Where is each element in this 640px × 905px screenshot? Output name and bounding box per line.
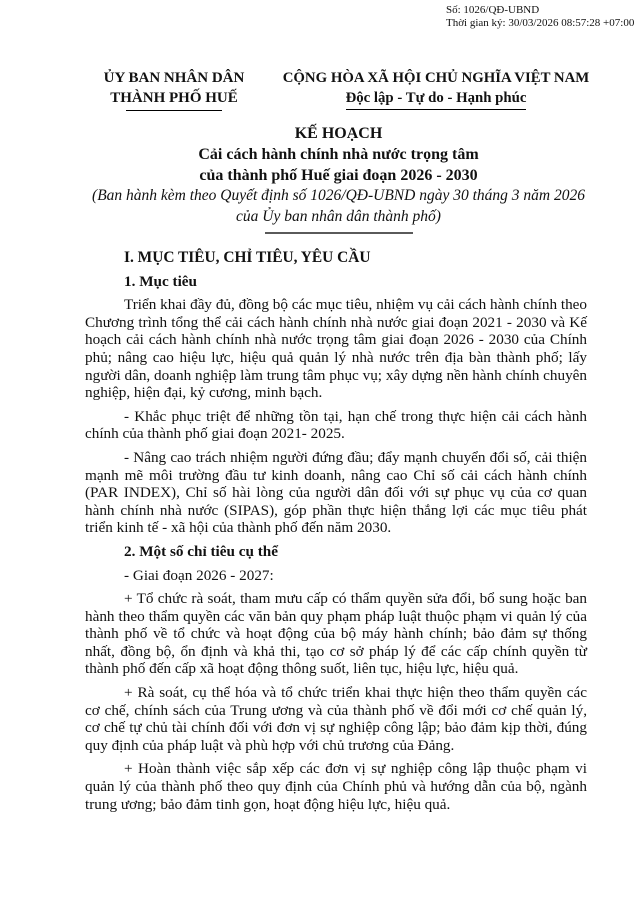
national-header-block <box>280 68 592 110</box>
subsection-1-heading: 1. Mục tiêu <box>124 272 197 290</box>
national-title: CỘNG HÒA XÃ HỘI CHỦ NGHĨA VIỆT NAM <box>282 70 590 86</box>
national-motto: Độc lập - Tự do - Hạnh phúc <box>346 88 527 110</box>
paragraph: + Rà soát, cụ thể hóa và tổ chức triển khai thực hiện theo thẩm quyền các cơ chế, chính sách của Trung ương và của thành phố về đổi mới cơ chế quản lý, cơ chế tự chủ tài chính đối với đơn vị sự nghiệp công lập; bảo đảm kịp thời, đúng quy định của pháp luật và phù hợp với chủ trương của Đảng. <box>85 684 587 754</box>
signed-time: Thời gian ký: 30/03/2026 08:57:28 +07:00 <box>446 17 635 29</box>
paragraph: Triển khai đầy đủ, đồng bộ các mục tiêu, nhiệm vụ cải cách hành chính theo Chương trình tổng thể cải cách hành chính nhà nước giai đoạn 2021 - 2030 và Kế hoạch cải cách hành chính nhà nước trọng tâm giai đoạn 2026 - 2030 của Chính phủ; nâng cao hiệu lực, hiệu quả quản lý nhà nước trên địa bàn thành phố; lấy người dân, doanh nghiệp làm trung tâm phục vụ; xây dựng nền hành chính chuyên nghiệp, hiện đại, kỷ cương, minh bạch. <box>85 296 587 402</box>
org-underline-rule <box>126 110 222 111</box>
paragraph: - Nâng cao trách nhiệm người đứng đầu; đẩy mạnh chuyển đổi số, cải thiện mạnh mẽ môi trường đầu tư kinh doanh, nâng cao Chỉ số cải cách hành chính (PAR INDEX), Chỉ số hài lòng của người dân đối với sự phục vụ của cơ quan hành chính nhà nước (SIPAS), góp phần thực hiện thắng lợi các mục tiêu phát triển kinh tế - xã hội của thành phố đến năm 2030. <box>85 448 587 537</box>
issued-with-line2: của Ủy ban nhân dân thành phố) <box>236 207 441 225</box>
doc-subject-line1: Cải cách hành chính nhà nước trọng tâm <box>198 146 479 163</box>
paragraph: + Tổ chức rà soát, tham mưu cấp có thẩm quyền sửa đổi, bổ sung hoặc ban hành theo thẩm quyền các văn bản quy phạm pháp luật thuộc phạm vi quản lý của thành phố về tổ chức và hoạt động của bộ máy hành chính; bảo đảm sự thống nhất, đồng bộ, ổn định và khả thi, tạo cơ sở pháp lý để các cấp chính quyền từ thành phố đến cấp xã hoạt động thông suốt, liên tục, hiệu lực, hiệu quả. <box>85 590 587 678</box>
issuing-org-line1: ỦY BAN NHÂN DÂN <box>103 70 245 86</box>
subsection-2-heading: 2. Một số chỉ tiêu cụ thể <box>124 542 278 560</box>
document-title-block <box>85 123 592 234</box>
paragraph: - Khắc phục triệt để những tồn tại, hạn chế trong thực hiện cải cách hành chính của thành phố giai đoạn 2021- 2025. <box>85 407 587 443</box>
issuing-org-block <box>85 68 263 111</box>
title-divider-rule <box>265 232 413 234</box>
issued-with-line1: (Ban hành kèm theo Quyết định số 1026/QĐ-UBND ngày 30 tháng 3 năm 2026 <box>92 187 585 204</box>
doc-number: Số: 1026/QĐ-UBND <box>446 4 540 16</box>
digital-signature-stamp <box>446 4 634 30</box>
paragraph: + Hoàn thành việc sắp xếp các đơn vị sự nghiệp công lập thuộc phạm vi quản lý của thành phố theo quy định của Chính phủ và hướng dẫn của bộ, ngành trung ương; bảo đảm tinh gọn, hoạt động hiệu lực, hiệu quả. <box>85 760 587 813</box>
paragraph: - Giai đoạn 2026 - 2027: <box>124 566 274 584</box>
section-i-heading: I. MỤC TIÊU, CHỈ TIÊU, YÊU CẦU <box>124 249 371 266</box>
doc-type-title: KẾ HOẠCH <box>294 125 383 142</box>
doc-subject-line2: của thành phố Huế giai đoạn 2026 - 2030 <box>199 167 478 184</box>
issuing-org-line2: THÀNH PHỐ HUẾ <box>110 90 238 106</box>
document-body <box>0 249 640 813</box>
